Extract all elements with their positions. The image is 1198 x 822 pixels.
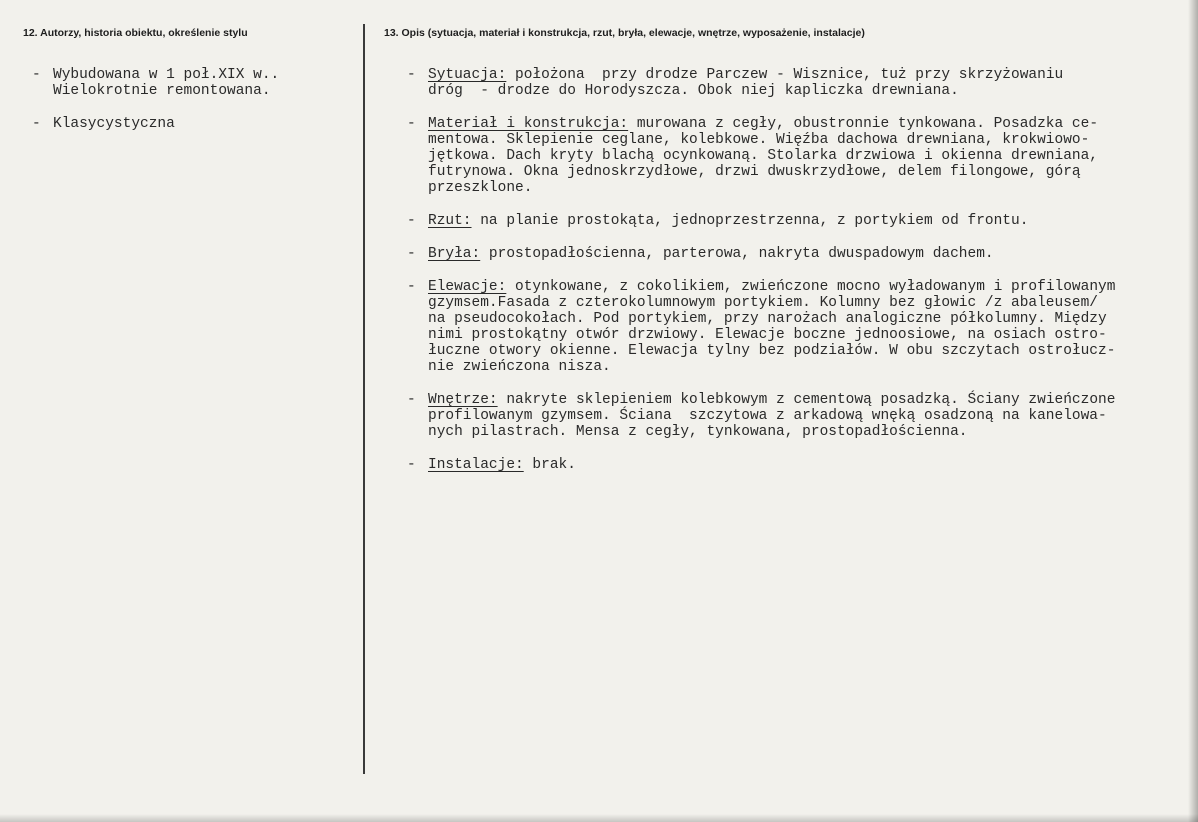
text-line: jętkowa. Dach kryty blachą ocynkowaną. Stolarka drzwiowa i okienna drewniana,	[428, 148, 1099, 164]
section-text	[428, 246, 994, 262]
style-item-text	[53, 116, 175, 132]
text-line: Wielokrotnie remontowana.	[53, 83, 271, 99]
section-text	[428, 67, 1063, 99]
bullet-dash: -	[407, 392, 416, 408]
section-text	[428, 392, 1115, 440]
column-divider	[363, 24, 365, 774]
section-first-line: położona przy drodze Parczew - Wisznice, tuż przy skrzyżowaniu	[506, 67, 1064, 83]
history-item-text	[53, 67, 279, 99]
text-line: Wybudowana w 1 poł.XIX w..	[53, 67, 280, 83]
section-interior	[407, 392, 1198, 440]
text-line	[428, 213, 1028, 229]
text-line: nych pilastrach. Mensa z cegły, tynkowana, prostopadłościenna.	[428, 424, 968, 440]
style-item	[32, 116, 352, 132]
section-label: Materiał i konstrukcja:	[428, 116, 629, 132]
section-massing	[407, 246, 1198, 262]
section-label: Instalacje:	[428, 457, 524, 473]
bullet-dash: -	[407, 246, 416, 262]
text-line: futrynowa. Okna jednoskrzydłowe, drzwi dwuskrzydłowe, delem filongowe, górą	[428, 164, 1081, 180]
section-label: Sytuacja:	[428, 67, 507, 83]
header-authors-history-style: 12. Autorzy, historia obiektu, określenie stylu	[23, 27, 248, 39]
bullet-dash: -	[32, 67, 41, 83]
bullet-dash: -	[407, 67, 416, 83]
section-label: Wnętrze:	[428, 392, 498, 408]
text-line: dróg - drodze do Horodyszcza. Obok niej kapliczka drewniana.	[428, 83, 959, 99]
section-label: Bryła:	[428, 246, 481, 262]
bullet-dash: -	[407, 116, 416, 132]
text-line: mentowa. Sklepienie ceglane, kolebkowe. Więźba dachowa drewniana, krokwiowo-	[428, 132, 1090, 148]
bullet-dash: -	[407, 457, 416, 473]
section-elevations	[407, 279, 1198, 375]
text-line: Klasycystyczna	[53, 116, 175, 132]
text-line	[428, 392, 1115, 408]
text-line	[428, 67, 1063, 83]
bullet-dash: -	[32, 116, 41, 132]
section-first-line: prostopadłościenna, parterowa, nakryta dwuspadowym dachem.	[480, 246, 994, 262]
section-installations	[407, 457, 1198, 473]
section-first-line: brak.	[523, 457, 576, 473]
text-line	[428, 246, 994, 262]
bullet-dash: -	[407, 213, 416, 229]
text-line	[428, 457, 576, 473]
history-style-column	[32, 67, 352, 132]
section-label: Rzut:	[428, 213, 472, 229]
section-first-line: otynkowane, z cokolikiem, zwieńczone mocno wyładowanym i profilowanym	[506, 279, 1116, 295]
section-material-construction	[407, 116, 1198, 196]
section-plan	[407, 213, 1198, 229]
page-bottom-shadow	[0, 814, 1198, 822]
text-line: profilowanym gzymsem. Ściana szczytowa z arkadową wnęką osadzoną na kanelowa-	[428, 408, 1107, 424]
header-description: 13. Opis (sytuacja, materiał i konstrukcja, rzut, bryła, elewacje, wnętrze, wyposażenie, instalacje)	[384, 27, 865, 39]
section-situation	[407, 67, 1198, 99]
section-first-line: murowana z cegły, obustronnie tynkowana. Posadzka ce-	[628, 116, 1099, 132]
description-column	[407, 67, 1198, 473]
section-first-line: na planie prostokąta, jednoprzestrzenna, z portykiem od frontu.	[471, 213, 1029, 229]
text-line: łuczne otwory okienne. Elewacja tylny bez podziałów. W obu szczytach ostrołucz-	[428, 343, 1116, 359]
section-text	[428, 457, 576, 473]
text-line: nie zwieńczona nisza.	[428, 359, 611, 375]
text-line: przeszklone.	[428, 180, 533, 196]
section-text	[428, 279, 1115, 375]
text-line: nimi prostokątny otwór drzwiowy. Elewacje boczne jednoosiowe, na osiach ostro-	[428, 327, 1107, 343]
text-line: gzymsem.Fasada z czterokolumnowym portykiem. Kolumny bez głowic /z abaleusem/	[428, 295, 1099, 311]
section-first-line: nakryte sklepieniem kolebkowym z cementową posadzką. Ściany zwieńczone	[497, 392, 1116, 408]
text-line	[428, 279, 1115, 295]
section-text	[428, 213, 1028, 229]
bullet-dash: -	[407, 279, 416, 295]
section-text	[428, 116, 1098, 196]
history-item	[32, 67, 352, 99]
text-line: na pseudocokołach. Pod portykiem, przy narożach analogiczne półkolumny. Między	[428, 311, 1107, 327]
section-label: Elewacje:	[428, 279, 507, 295]
text-line	[428, 116, 1098, 132]
